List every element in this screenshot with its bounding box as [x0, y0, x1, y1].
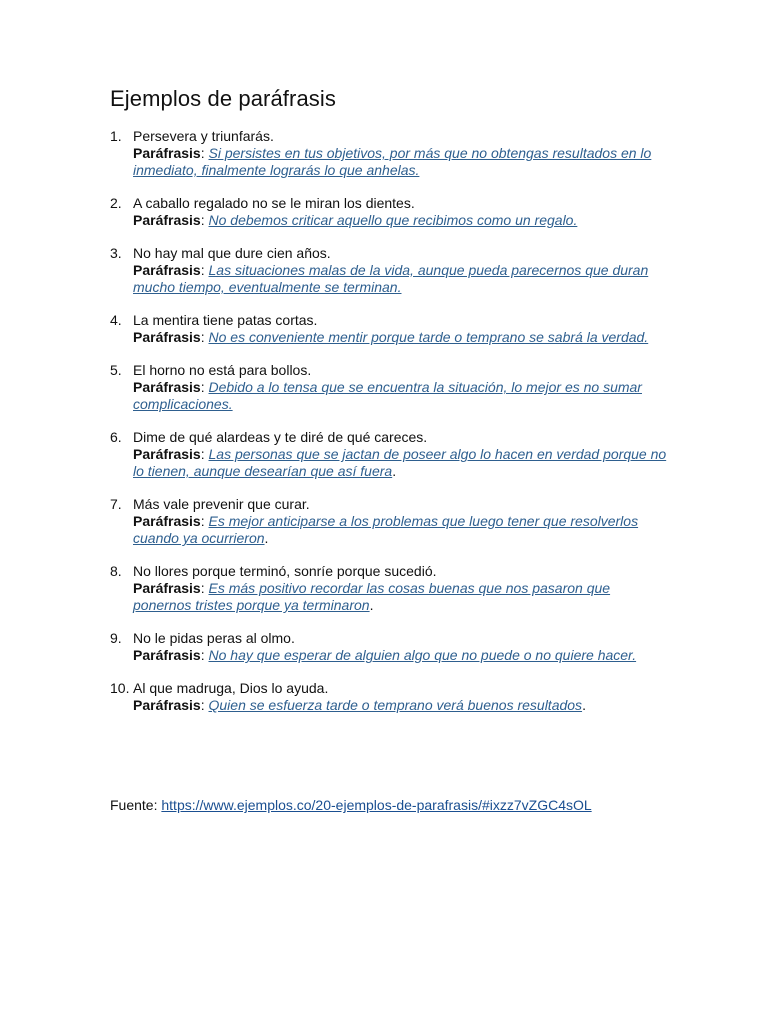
examples-list	[110, 128, 670, 730]
list-item	[110, 312, 670, 346]
paraphrase-text: Es mejor anticiparse a los problemas que luego tener que resolverlos cuando ya ocurrieron	[133, 513, 639, 546]
paraphrase-label: Paráfrasis	[133, 262, 201, 278]
page-title: Ejemplos de paráfrasis	[110, 86, 336, 111]
label-colon: :	[200, 513, 209, 529]
saying-text: Más vale prevenir que curar.	[133, 496, 310, 512]
item-number: 5.	[110, 362, 122, 378]
paraphrase-text: No es conveniente mentir porque tarde o temprano se sabrá la verdad.	[208, 329, 649, 345]
label-colon: :	[200, 379, 209, 395]
paraphrase-label: Paráfrasis	[133, 379, 201, 395]
item-number: 3.	[110, 245, 122, 261]
paraphrase-line	[133, 647, 670, 664]
paraphrase-text: Quien se esfuerza tarde o temprano verá buenos resultados	[208, 697, 583, 713]
list-item	[110, 362, 670, 413]
paraphrase-label: Paráfrasis	[133, 697, 201, 713]
list-item	[110, 429, 670, 480]
saying-text: No hay mal que dure cien años.	[133, 245, 331, 261]
source-line	[110, 797, 592, 814]
item-number: 9.	[110, 630, 122, 646]
item-number: 4.	[110, 312, 122, 328]
paraphrase-text: No debemos criticar aquello que recibimos como un regalo.	[208, 212, 578, 228]
label-colon: :	[200, 262, 209, 278]
paraphrase-label: Paráfrasis	[133, 145, 201, 161]
paraphrase-text: No hay que esperar de alguien algo que no puede o no quiere hacer.	[208, 647, 637, 663]
saying-text: La mentira tiene patas cortas.	[133, 312, 318, 328]
paraphrase-line	[133, 145, 670, 179]
paraphrase-line	[133, 513, 670, 547]
label-colon: :	[200, 580, 209, 596]
paraphrase-line	[133, 580, 670, 614]
saying-text: A caballo regalado no se le miran los dientes.	[133, 195, 415, 211]
list-item	[110, 496, 670, 547]
source-link[interactable]: https://www.ejemplos.co/20-ejemplos-de-parafrasis/#ixzz7vZGC4sOL	[161, 797, 592, 813]
label-colon: :	[200, 697, 209, 713]
trailing-period: .	[392, 463, 397, 479]
paraphrase-label: Paráfrasis	[133, 212, 201, 228]
list-item	[110, 680, 670, 714]
item-number: 10.	[110, 680, 130, 696]
paraphrase-line	[133, 212, 670, 229]
paraphrase-label: Paráfrasis	[133, 647, 201, 663]
item-number: 7.	[110, 496, 122, 512]
paraphrase-label: Paráfrasis	[133, 329, 201, 345]
saying-text: Dime de qué alardeas y te diré de qué careces.	[133, 429, 428, 445]
item-number: 2.	[110, 195, 122, 211]
paraphrase-text: Las personas que se jactan de poseer algo lo hacen en verdad porque no lo tienen, aunque desearían que así fuera	[133, 446, 667, 479]
trailing-period: .	[582, 697, 586, 713]
trailing-period: .	[369, 597, 374, 613]
label-colon: :	[200, 647, 209, 663]
label-colon: :	[200, 329, 209, 345]
paraphrase-label: Paráfrasis	[133, 446, 201, 462]
paraphrase-text: Debido a lo tensa que se encuentra la situación, lo mejor es no sumar complicaciones.	[133, 379, 642, 412]
paraphrase-line	[133, 329, 670, 346]
paraphrase-text: Las situaciones malas de la vida, aunque pueda parecernos que duran mucho tiempo, eventualmente se terminan.	[133, 262, 649, 295]
trailing-period: .	[264, 530, 269, 546]
paraphrase-text: Es más positivo recordar las cosas buenas que nos pasaron que ponernos tristes porque ya terminaron	[133, 580, 611, 613]
saying-text: Al que madruga, Dios lo ayuda.	[133, 680, 329, 696]
list-item	[110, 128, 670, 179]
list-item	[110, 563, 670, 614]
label-colon: :	[200, 446, 209, 462]
saying-text: Persevera y triunfarás.	[133, 128, 274, 144]
paraphrase-label: Paráfrasis	[133, 513, 201, 529]
saying-text: No llores porque terminó, sonríe porque sucedió.	[133, 563, 437, 579]
saying-text: No le pidas peras al olmo.	[133, 630, 295, 646]
paraphrase-text: Si persistes en tus objetivos, por más que no obtengas resultados en lo inmediato, finalmente lograrás lo que anhelas.	[133, 145, 652, 178]
list-item	[110, 630, 670, 664]
label-colon: :	[200, 145, 209, 161]
paraphrase-line	[133, 379, 670, 413]
paraphrase-line	[133, 697, 670, 714]
list-item	[110, 245, 670, 296]
item-number: 1.	[110, 128, 122, 144]
saying-text: El horno no está para bollos.	[133, 362, 312, 378]
label-colon: :	[200, 212, 209, 228]
source-label: Fuente:	[110, 797, 158, 813]
paraphrase-line	[133, 262, 670, 296]
paraphrase-label: Paráfrasis	[133, 580, 201, 596]
item-number: 6.	[110, 429, 122, 445]
paraphrase-line	[133, 446, 670, 480]
item-number: 8.	[110, 563, 122, 579]
list-item	[110, 195, 670, 229]
